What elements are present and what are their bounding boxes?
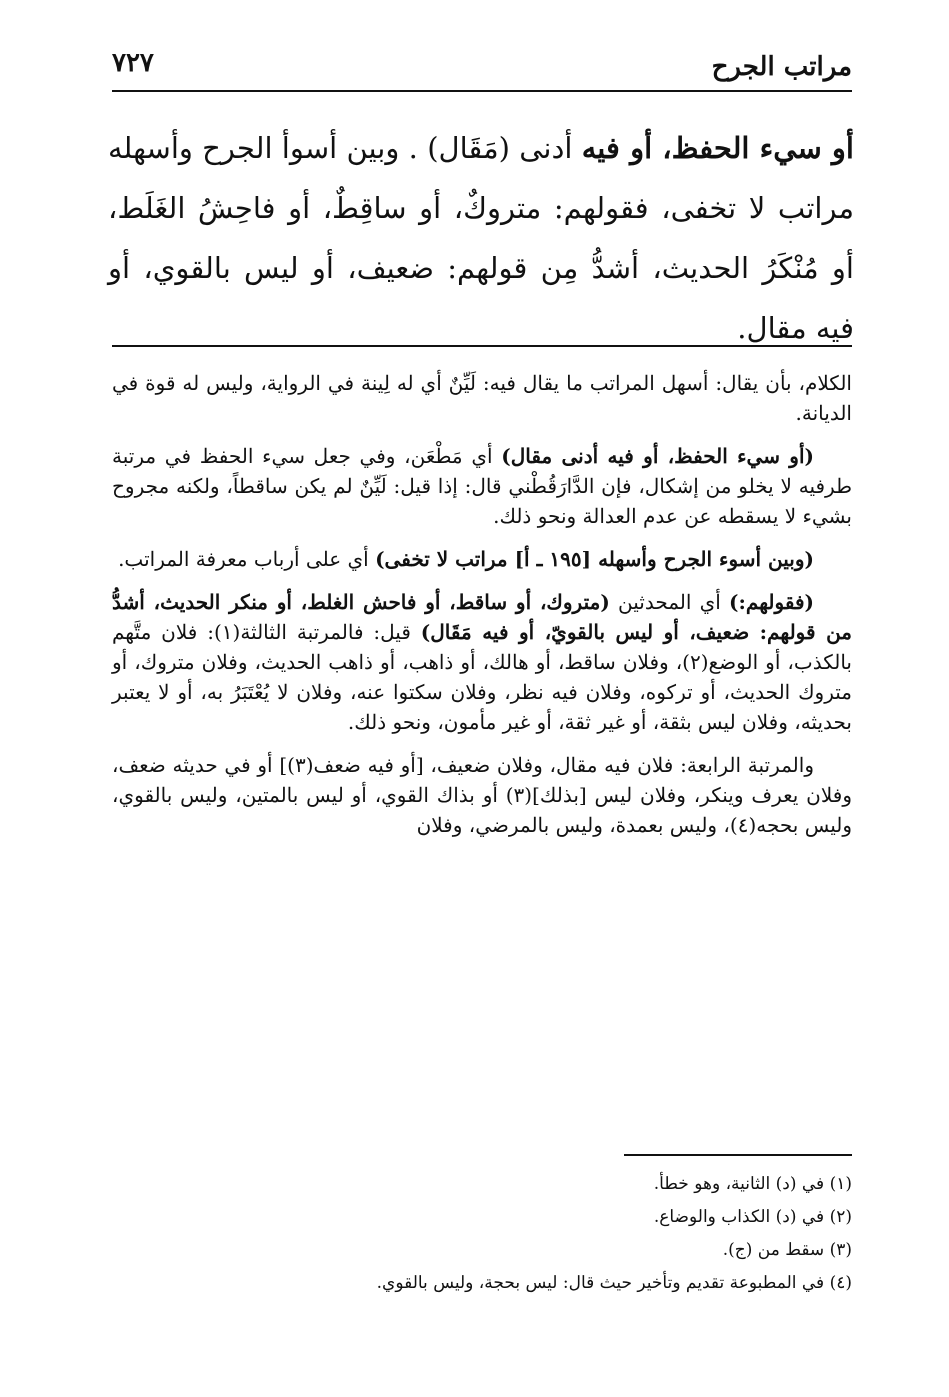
main-text bbox=[108, 118, 854, 358]
footnote-4: (٤) في المطبوعة تقديم وتأخير حيث قال: ليس بحجة، وليس بالقوي. bbox=[376, 1273, 852, 1293]
header-rule bbox=[112, 90, 852, 92]
footnote-2: (٢) في (د) الكذاب والوضاع. bbox=[653, 1207, 852, 1227]
commentary-p4-bold-2: (متروك، أو ساقط، أو فاحش الغلط، أو منكر الحديث، أشدُّ من قولهم: ضعيف، أو ليس بالقويّ، أو فيه مَقَال) bbox=[112, 590, 852, 644]
main-body: أدنى (مَقَال) . وبين أسوأ الجرح وأسهله مراتب لا تخفى، فقولهم: متروكٌ، أو ساقِطٌ، أو فاحِشُ الغَلَط، أو مُنْكَرُ الحديث، أشدُّ مِن قولهم: ضعيف، أو ليس بالقوي، أو فيه مقال. bbox=[108, 131, 854, 345]
commentary-paragraph-2 bbox=[112, 441, 852, 531]
page-number: ٧٢٧ bbox=[112, 48, 154, 78]
text-commentary-divider bbox=[112, 345, 852, 347]
commentary-paragraph-4 bbox=[112, 587, 852, 737]
page-header bbox=[112, 42, 852, 92]
commentary-p4-mid: أي المحدثين bbox=[609, 590, 730, 614]
main-bold-lead: أو سيء الحفظ، أو فيه bbox=[581, 131, 854, 165]
main-paragraph bbox=[108, 118, 854, 358]
commentary-paragraph-1: الكلام، بأن يقال: أسهل المراتب ما يقال فيه: لَيِّنٌ أي له لِينة في الرواية، وليس له قوة في الديانة. bbox=[112, 371, 852, 425]
footnote-3: (٣) سقط من (ج). bbox=[722, 1240, 852, 1260]
commentary-p3-bold: (وبين أسوء الجرح وأسهله [١٩٥ ـ أ] مراتب لا تخفى) bbox=[375, 547, 814, 571]
running-title: مراتب الجرح bbox=[711, 52, 852, 82]
footnote-rule bbox=[624, 1154, 852, 1156]
footnotes bbox=[112, 1168, 852, 1300]
commentary-paragraph-3 bbox=[112, 544, 852, 574]
commentary-p2-text: أي مَطْعَن، وفي جعل سيء الحفظ في مرتبة طرفيه لا يخلو من إشكال، فإن الدَّارَقُطْني قال: إذا قيل: لَيِّنٌ لم يكن ساقطاً، ولكنه مجروح بشيء لا يسقطه عن عدم العدالة ونحو ذلك. bbox=[112, 444, 852, 528]
commentary-paragraph-5: والمرتبة الرابعة: فلان فيه مقال، وفلان ضعيف، [أو فيه ضعف(٣)] أو في حديثه ضعف، وفلان يعرف وينكر، وفلان ليس [بذلك](٣) أو بذاك القوي، أو ليس بالمتين، وليس بالقوي، وليس بحجه(٤)، وليس بعمدة، وليس بالمرضي، وفلان bbox=[112, 753, 852, 837]
commentary-p3-text: أي على أرباب معرفة المراتب. bbox=[118, 547, 376, 571]
commentary bbox=[112, 368, 852, 853]
footnote-1: (١) في (د) الثانية، وهو خطأ. bbox=[653, 1174, 852, 1194]
commentary-p2-bold: (أو سيء الحفظ، أو فيه أدنى مقال) bbox=[501, 444, 814, 468]
commentary-p4-bold-1: (فقولهم:) bbox=[729, 590, 814, 614]
commentary-p4-text: قيل: فالمرتبة الثالثة(١): فلان متَّهم بالكذب، أو الوضع(٢)، وفلان ساقط، أو هالك، أو ذاهب، أو ذاهب الحديث، وفلان متروك، أو متروك الحديث، أو تركوه، وفلان فيه نظر، وفلان سكتوا عنه، وفلان لا يُعْتَبَرُ به، أو لا يعتبر بحديثه، وفلان ليس بثقة، أو غير ثقة، أو غير مأمون، ونحو ذلك. bbox=[112, 620, 852, 734]
